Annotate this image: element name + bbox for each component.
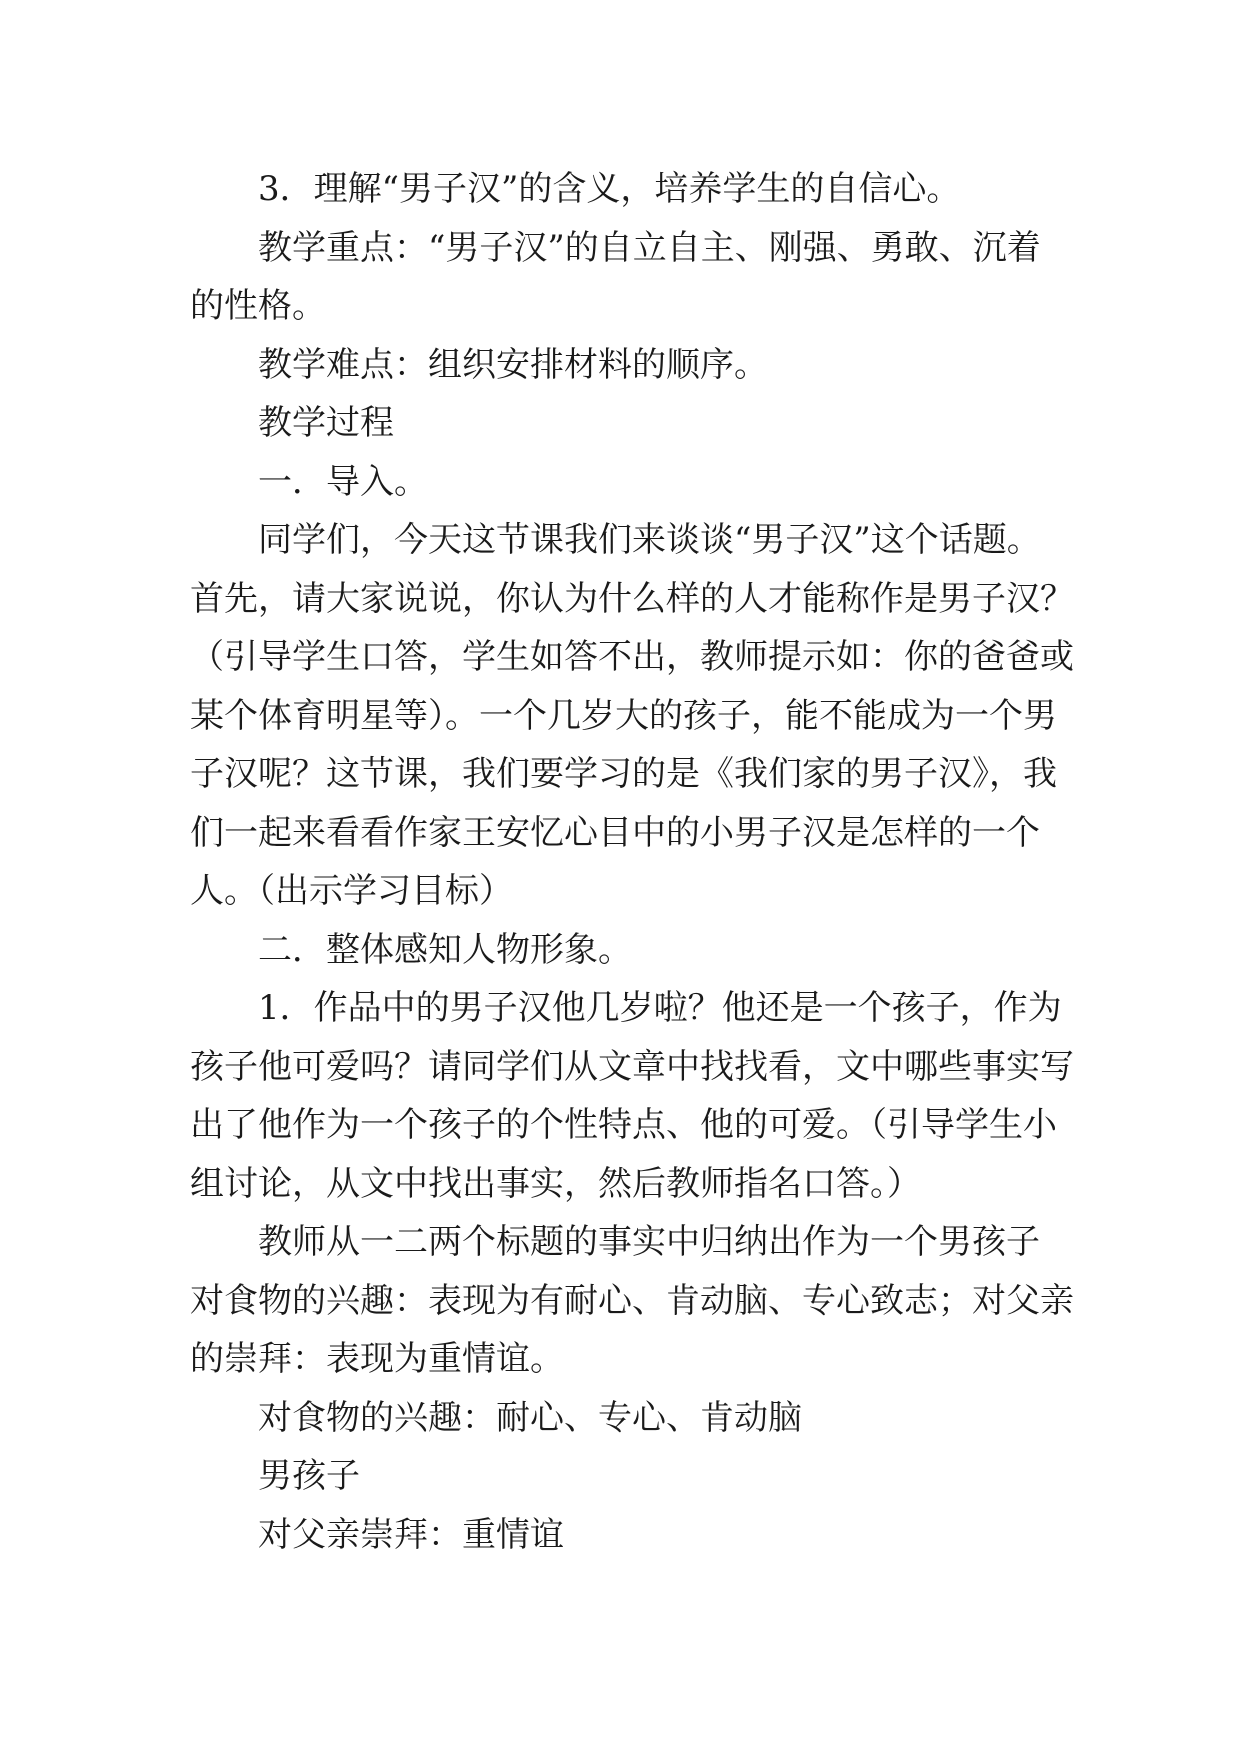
text-line: 教学过程 [258,403,394,443]
text-line: 对父亲崇拜：重情谊 [258,1514,564,1555]
text-line: 对食物的兴趣：耐心、专心、肯动脑 [258,1397,802,1438]
teaching-process-heading [190,394,1060,453]
text-line: 组讨论，从文中找出事实，然后教师指名口答。） [190,1163,921,1204]
text-line: 教学重点：“男子汉”的自立自主、刚强、勇敢、沉着 [258,227,1041,268]
text-line: 二．整体感知人物形象。 [258,929,632,970]
text-line: 的崇拜：表现为重情谊。 [190,1339,564,1379]
text-line: 教学难点：组织安排材料的顺序。 [258,344,768,385]
text-line: 们一起来看看作家王安忆心目中的小男子汉是怎样的一个 [190,812,1040,853]
text-line: 人。（出示学习目标） [190,871,513,911]
teaching-focus [190,219,1060,336]
text-line: 一．导入。 [258,461,428,502]
board-note-boy [190,1447,1060,1506]
text-line: 同学们，今天这节课我们来谈谈“男子汉”这个话题。 [258,520,1041,560]
section-2-heading [190,921,1060,980]
question-1-paragraph [190,979,1074,1213]
text-line: 男孩子 [258,1456,360,1496]
text-line: 子汉呢？这节课，我们要学习的是《我们家的男子汉》，我 [190,754,1057,794]
section-1-heading [190,453,1060,512]
text-line: 3．理解“男子汉”的含义，培养学生的自信心。 [258,169,961,209]
text-line: 孩子他可爱吗？请同学们从文章中找找看，文中哪些事实写 [190,1046,1074,1087]
text-line: 某个体育明星等）。一个几岁大的孩子，能不能成为一个男 [190,695,1057,736]
text-line: 的性格。 [190,286,326,326]
text-line: 首先，请大家说说，你认为什么样的人才能称作是男子汉？ [190,578,1074,619]
text-line: 对食物的兴趣：表现为有耐心、肯动脑、专心致志；对父亲 [190,1280,1074,1321]
text-line: （引导学生口答，学生如答不出，教师提示如：你的爸爸或 [190,637,1074,677]
board-note-food [190,1389,1060,1448]
summary-paragraph [190,1213,1074,1389]
document-page [190,160,1074,1564]
text-line: 出了他作为一个孩子的个性特点、他的可爱。（引导学生小 [190,1105,1057,1145]
objective-3 [190,160,1060,219]
text-line: 教师从一二两个标题的事实中归纳出作为一个男孩子 [258,1222,1040,1262]
introduction-paragraph [190,511,1074,921]
teaching-difficulty [190,336,1060,395]
board-note-father [190,1506,1060,1565]
text-line: 1．作品中的男子汉他几岁啦？他还是一个孩子，作为 [258,988,1062,1028]
